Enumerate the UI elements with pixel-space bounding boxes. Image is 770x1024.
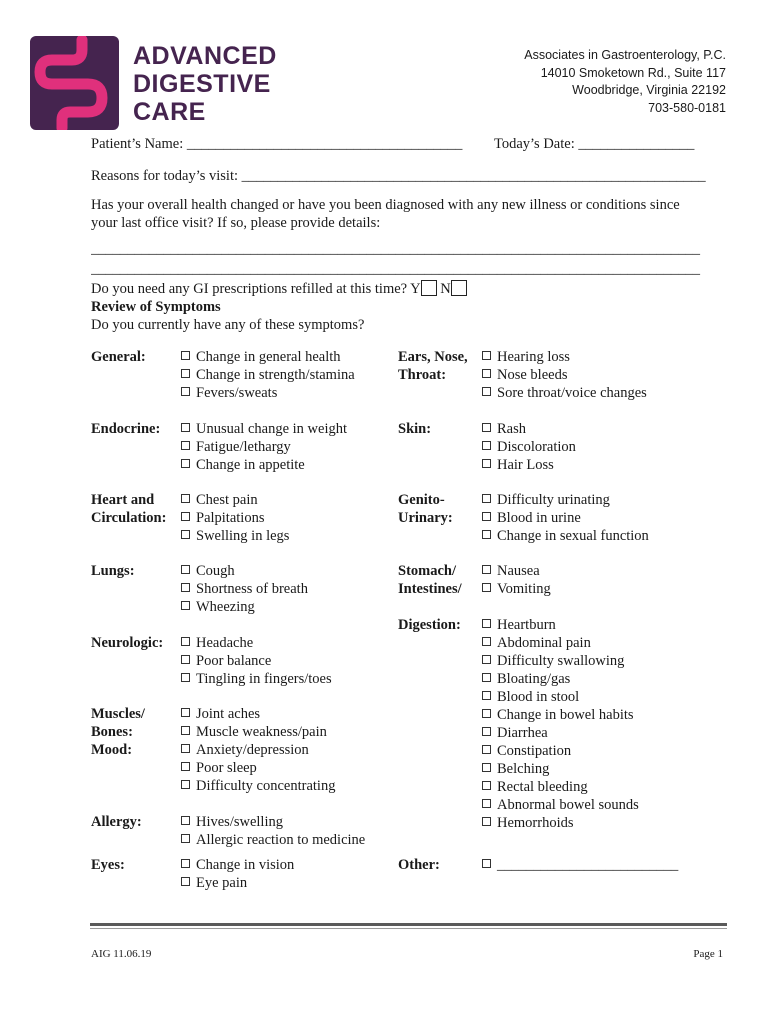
checkbox-icon[interactable] <box>181 673 190 682</box>
checkbox-icon[interactable] <box>482 387 491 396</box>
symptom-option[interactable]: Hearing loss <box>482 348 647 366</box>
checkbox-icon[interactable] <box>181 637 190 646</box>
symptom-option[interactable]: Rectal bleeding <box>482 778 639 796</box>
checkbox-icon[interactable] <box>482 637 491 646</box>
checkbox-icon[interactable] <box>181 565 190 574</box>
checkbox-icon[interactable] <box>482 691 491 700</box>
gi-refill-no-label: N <box>436 281 451 297</box>
checkbox-icon[interactable] <box>181 744 190 753</box>
symptom-option[interactable]: Wheezing <box>181 598 308 616</box>
symptom-option[interactable]: Change in sexual function <box>482 527 649 545</box>
checkbox-icon[interactable] <box>181 441 190 450</box>
practice-phone: 703-580-0181 <box>648 100 726 115</box>
other-items <box>482 856 678 874</box>
checkbox-icon[interactable] <box>181 655 190 664</box>
checkbox-icon[interactable] <box>181 816 190 825</box>
symptom-option[interactable]: Vomiting <box>482 580 551 598</box>
symptom-option[interactable]: Blood in urine <box>482 509 649 527</box>
checkbox-icon[interactable] <box>181 601 190 610</box>
category-muscles-bones-mood: Muscles/ Bones: Mood: <box>91 706 145 758</box>
symptom-option[interactable]: Unusual change in weight <box>181 420 347 438</box>
checkbox-icon[interactable] <box>482 441 491 450</box>
checkbox-icon[interactable] <box>482 459 491 468</box>
category-endocrine: Endocrine: <box>91 421 161 437</box>
checkbox-icon[interactable] <box>181 530 190 539</box>
symptom-option[interactable]: Belching <box>482 760 639 778</box>
checkbox-icon[interactable] <box>181 708 190 717</box>
logo-text-line3: CARE <box>133 98 206 126</box>
checkbox-icon[interactable] <box>482 727 491 736</box>
symptom-option[interactable]: Blood in stool <box>482 688 639 706</box>
gi-refill-yes-checkbox[interactable] <box>421 280 437 296</box>
checkbox-icon[interactable] <box>482 673 491 682</box>
symptom-option[interactable]: Fevers/sweats <box>181 384 355 402</box>
checkbox-icon[interactable] <box>181 877 190 886</box>
symptom-option[interactable]: Fatigue/lethargy <box>181 438 347 456</box>
genito-items <box>482 491 649 545</box>
practice-city: Woodbridge, Virginia 22192 <box>572 83 726 97</box>
checkbox-icon[interactable] <box>482 369 491 378</box>
checkbox-icon[interactable] <box>181 762 190 771</box>
category-lungs: Lungs: <box>91 563 135 579</box>
checkbox-icon[interactable] <box>181 459 190 468</box>
symptom-option[interactable]: Nose bleeds <box>482 366 647 384</box>
symptom-option[interactable]: Difficulty urinating <box>482 491 649 509</box>
footer-divider-thin <box>90 928 727 929</box>
eyes-items <box>181 856 294 892</box>
checkbox-icon[interactable] <box>482 781 491 790</box>
symptom-option[interactable]: Hives/swelling <box>181 813 365 831</box>
checkbox-icon[interactable] <box>482 494 491 503</box>
symptom-option[interactable]: Shortness of breath <box>181 580 308 598</box>
symptom-option[interactable]: Tingling in fingers/toes <box>181 670 332 688</box>
checkbox-icon[interactable] <box>181 387 190 396</box>
practice-address <box>524 47 726 117</box>
practice-name: Associates in Gastroenterology, P.C. <box>524 48 726 62</box>
symptom-option[interactable]: Change in bowel habits <box>482 706 639 724</box>
category-allergy: Allergy: <box>91 814 142 830</box>
symptom-option[interactable]: Change in strength/stamina <box>181 366 355 384</box>
symptom-option[interactable]: Palpitations <box>181 509 289 527</box>
checkbox-icon[interactable] <box>482 859 491 868</box>
category-ears-nose-throat: Ears, Nose, Throat: <box>398 349 468 383</box>
symptom-option[interactable]: Change in general health <box>181 348 355 366</box>
logo-text-line2: DIGESTIVE <box>133 70 271 98</box>
category-neurologic: Neurologic: <box>91 635 164 651</box>
symptom-option[interactable]: Hemorrhoids <box>482 814 639 832</box>
symptom-option[interactable]: Diarrhea <box>482 724 639 742</box>
general-items <box>181 348 355 402</box>
symptom-option[interactable]: Headache <box>181 634 332 652</box>
checkbox-icon[interactable] <box>482 530 491 539</box>
checkbox-icon[interactable] <box>181 859 190 868</box>
symptom-option[interactable]: Swelling in legs <box>181 527 289 545</box>
category-stomach-intestines: Stomach/ Intestines/ <box>398 563 462 597</box>
health-question-line1: Has your overall health changed or have you been diagnosed with any new illness or conditions since <box>91 197 680 213</box>
symptom-option[interactable]: Constipation <box>482 742 639 760</box>
symptom-option[interactable]: Poor balance <box>181 652 332 670</box>
checkbox-icon[interactable] <box>181 834 190 843</box>
checkbox-icon[interactable] <box>482 763 491 772</box>
checkbox-icon[interactable] <box>181 369 190 378</box>
checkbox-icon[interactable] <box>482 351 491 360</box>
symptom-option[interactable]: Sore throat/voice changes <box>482 384 647 402</box>
review-question: Do you currently have any of these symptoms? <box>91 317 365 333</box>
allergy-items <box>181 813 365 849</box>
symptom-option[interactable]: Difficulty swallowing <box>482 652 639 670</box>
checkbox-icon[interactable] <box>181 351 190 360</box>
health-question-line2: your last office visit? If so, please provide details: <box>91 215 381 231</box>
footer-divider <box>90 923 727 926</box>
symptom-option[interactable]: Anxiety/depression <box>181 741 335 759</box>
symptom-option[interactable]: Change in vision <box>181 856 294 874</box>
symptom-option[interactable]: Chest pain <box>181 491 289 509</box>
checkbox-icon[interactable] <box>181 494 190 503</box>
details-blank-line-1[interactable]: ____________________________________________________________________________________ <box>91 241 700 257</box>
symptom-option[interactable]: Rash <box>482 420 576 438</box>
page-number: Page 1 <box>693 948 723 960</box>
practice-street: 14010 Smoketown Rd., Suite 117 <box>540 65 726 80</box>
symptom-option[interactable]: Abdominal pain <box>482 634 639 652</box>
form-version: AIG 11.06.19 <box>91 948 152 960</box>
category-general: General: <box>91 349 146 365</box>
symptom-option[interactable]: Allergic reaction to medicine <box>181 831 365 849</box>
symptom-option[interactable]: Change in appetite <box>181 456 347 474</box>
checkbox-icon[interactable] <box>181 583 190 592</box>
symptom-option[interactable]: Nausea <box>482 562 551 580</box>
logo-text-line1: ADVANCED <box>133 42 277 70</box>
symptom-option[interactable]: Poor sleep <box>181 759 335 777</box>
checkbox-icon[interactable] <box>482 655 491 664</box>
checkbox-icon[interactable] <box>482 512 491 521</box>
checkbox-icon[interactable] <box>482 565 491 574</box>
stomach-items <box>482 562 551 598</box>
neurologic-items <box>181 634 332 688</box>
todays-date-field[interactable]: Today’s Date: ________________ <box>494 136 695 152</box>
other-symptom-field[interactable]: _________________________ <box>482 856 678 874</box>
symptom-option[interactable]: Cough <box>181 562 308 580</box>
review-of-symptoms-heading: Review of Symptoms <box>91 299 221 315</box>
checkbox-icon[interactable] <box>482 619 491 628</box>
symptom-option[interactable]: Heartburn <box>482 616 639 634</box>
symptom-option[interactable]: Eye pain <box>181 874 294 892</box>
logo-mark <box>30 36 119 130</box>
checkbox-icon[interactable] <box>482 745 491 754</box>
intestine-icon <box>30 36 119 130</box>
gi-refill-label: Do you need any GI prescriptions refilled at this time? Y <box>91 281 421 297</box>
checkbox-icon[interactable] <box>482 583 491 592</box>
category-eyes: Eyes: <box>91 857 125 873</box>
ent-items <box>482 348 647 402</box>
checkbox-icon[interactable] <box>482 799 491 808</box>
category-skin: Skin: <box>398 421 432 437</box>
checkbox-icon[interactable] <box>482 817 491 826</box>
checkbox-icon[interactable] <box>181 423 190 432</box>
symptom-option[interactable]: Hair Loss <box>482 456 576 474</box>
checkbox-icon[interactable] <box>181 512 190 521</box>
muscles-items <box>181 705 335 795</box>
heart-items <box>181 491 289 545</box>
symptom-option[interactable]: Difficulty concentrating <box>181 777 335 795</box>
reasons-field[interactable]: Reasons for today’s visit: ________________________________________________________________ <box>91 168 706 184</box>
checkbox-icon[interactable] <box>181 780 190 789</box>
checkbox-icon[interactable] <box>482 423 491 432</box>
symptom-option[interactable]: Joint aches <box>181 705 335 723</box>
checkbox-icon[interactable] <box>181 726 190 735</box>
symptom-option[interactable]: Discoloration <box>482 438 576 456</box>
symptom-option[interactable]: Abnormal bowel sounds <box>482 796 639 814</box>
lungs-items <box>181 562 308 616</box>
category-other: Other: <box>398 857 440 873</box>
checkbox-icon[interactable] <box>482 709 491 718</box>
category-heart-circulation: Heart and Circulation: <box>91 492 167 526</box>
endocrine-items <box>181 420 347 474</box>
symptom-option[interactable]: Muscle weakness/pain <box>181 723 335 741</box>
details-blank-line-2[interactable]: ____________________________________________________________________________________ <box>91 261 700 277</box>
category-digestion: Digestion: <box>398 617 461 633</box>
gi-refill-question <box>91 280 467 298</box>
skin-items <box>482 420 576 474</box>
category-genito-urinary: Genito- Urinary: <box>398 492 453 526</box>
patient-name-field[interactable]: Patient’s Name: ______________________________________ <box>91 136 463 152</box>
symptom-option[interactable]: Bloating/gas <box>482 670 639 688</box>
gi-refill-no-checkbox[interactable] <box>451 280 467 296</box>
digestion-items <box>482 616 639 832</box>
